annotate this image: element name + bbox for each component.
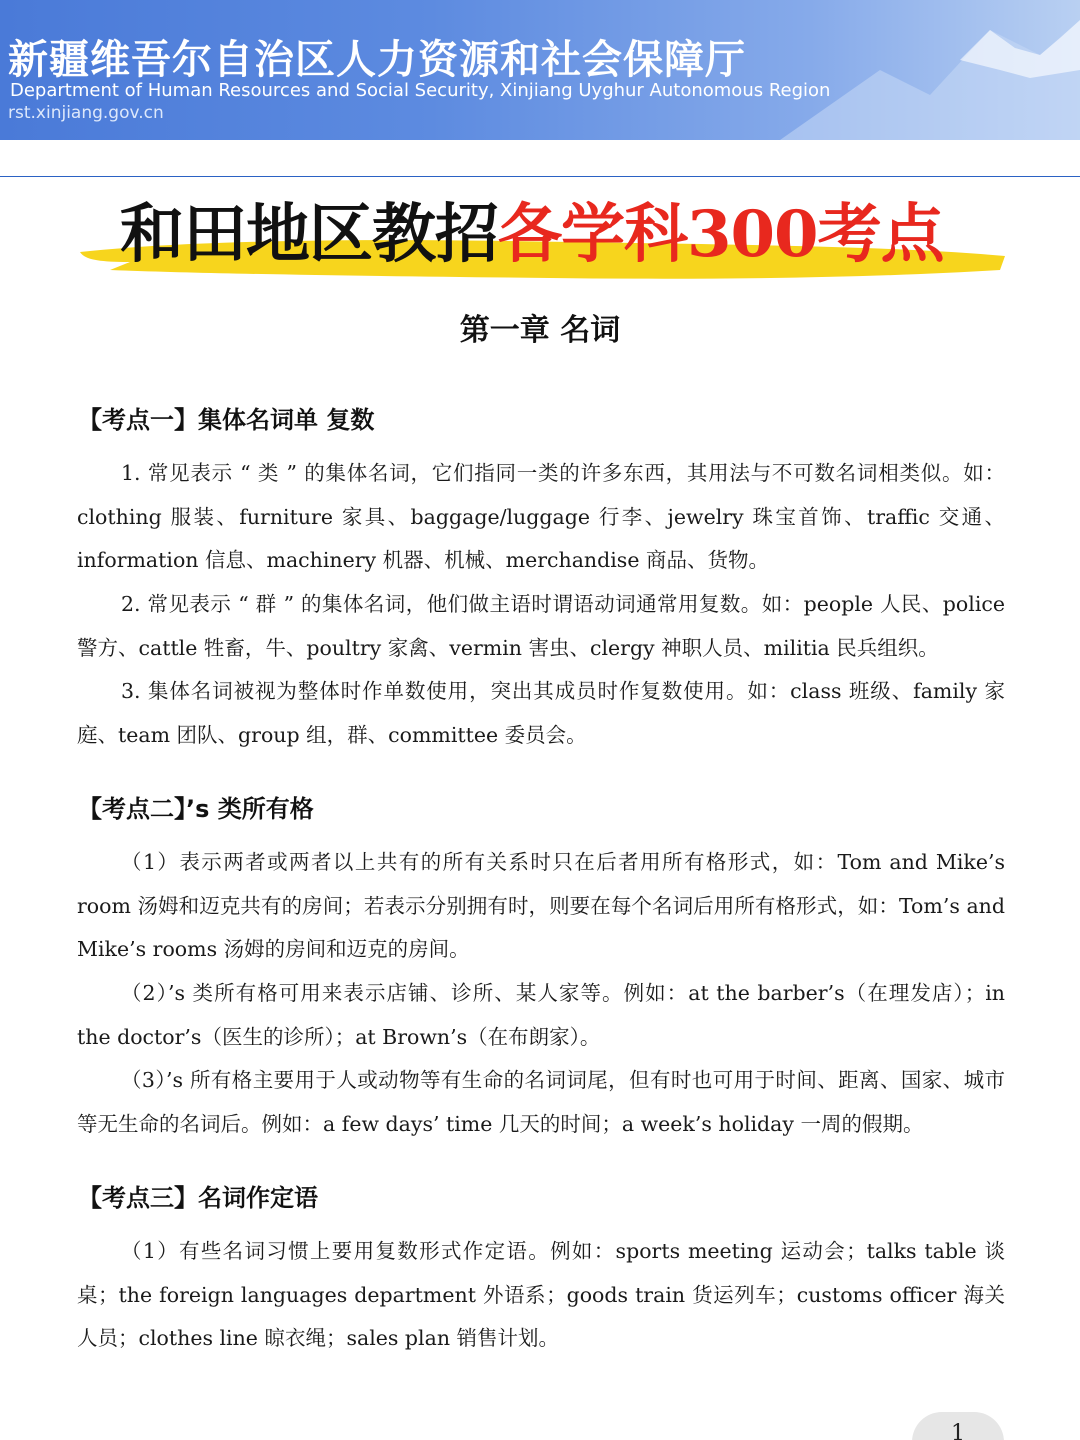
section-3-paragraph-1: （1）有些名词习惯上要用复数形式作定语。例如：sports meeting 运动会；talks table 谈桌；the foreign languages department 外语系；goods train 货运列车；customs officer 海关人员；clothes line 晾衣绳；sales plan 销售计划。 xyxy=(77,1239,1005,1351)
section-2-paragraph-3: （3）’s 所有格主要用于人或动物等有生命的名词词尾，但有时也可用于时间、距离、国家、城市等无生命的名词后。例如：a few days’ time 几天的时间；a week’s holiday 一周的假期。 xyxy=(77,1068,1005,1136)
main-title xyxy=(120,190,1000,280)
main-title-block xyxy=(70,190,1010,290)
chapter-title: 第一章 名词 xyxy=(459,313,621,348)
section-heading-1: 【考点一】集体名词单 复数 xyxy=(78,406,375,434)
section-heading-2: 【考点二】’s 类所有格 xyxy=(78,795,314,823)
header-divider xyxy=(0,176,1080,177)
main-title-part2: 各学科300考点 xyxy=(498,197,944,272)
section-2-paragraph-2: （2）’s 类所有格可用来表示店铺、诊所、某人家等。例如：at the barber’s（在理发店）；in the doctor’s（医生的诊所）；at Brown’s（在布朗家）。 xyxy=(77,981,1005,1049)
section-heading-3: 【考点三】名词作定语 xyxy=(78,1184,318,1212)
section-1-paragraph-3: 3. 集体名词被视为整体时作单数使用，突出其成员时作复数使用。如：class 班级、family 家庭、team 团队、group 组，群、committee 委员会。 xyxy=(77,679,1005,747)
org-name-cn: 新疆维吾尔自治区人力资源和社会保障厅 xyxy=(8,37,746,83)
section-2-paragraph-1: （1）表示两者或两者以上共有的所有关系时只在后者用所有格形式，如：Tom and Mike’s room 汤姆和迈克共有的房间；若表示分别拥有时，则要在每个名词后用所有格形式，如：Tom’s and Mike’s rooms 汤姆的房间和迈克的房间。 xyxy=(77,850,1005,962)
section-1-paragraph-1: 1. 常见表示 “ 类 ” 的集体名词，它们指同一类的许多东西，其用法与不可数名词相类似。如：clothing 服装、furniture 家具、baggage/luggage 行李、jewelry 珠宝首饰、traffic 交通、information 信息、machinery 机器、机械、merchandise 商品、货物。 xyxy=(77,461,1005,573)
header-banner xyxy=(0,0,1080,140)
main-title-part1: 和田地区教招 xyxy=(120,197,498,272)
site-url: rst.xinjiang.gov.cn xyxy=(8,103,164,123)
page-number: 1 xyxy=(912,1412,1004,1440)
org-name-en: Department of Human Resources and Social Security, Xinjiang Uyghur Autonomous Region xyxy=(10,80,831,101)
section-1-paragraph-2: 2. 常见表示 “ 群 ” 的集体名词，他们做主语时谓语动词通常用复数。如：people 人民、police 警方、cattle 牲畜，牛、poultry 家禽、vermin 害虫、clergy 神职人员、militia 民兵组织。 xyxy=(77,592,1005,660)
